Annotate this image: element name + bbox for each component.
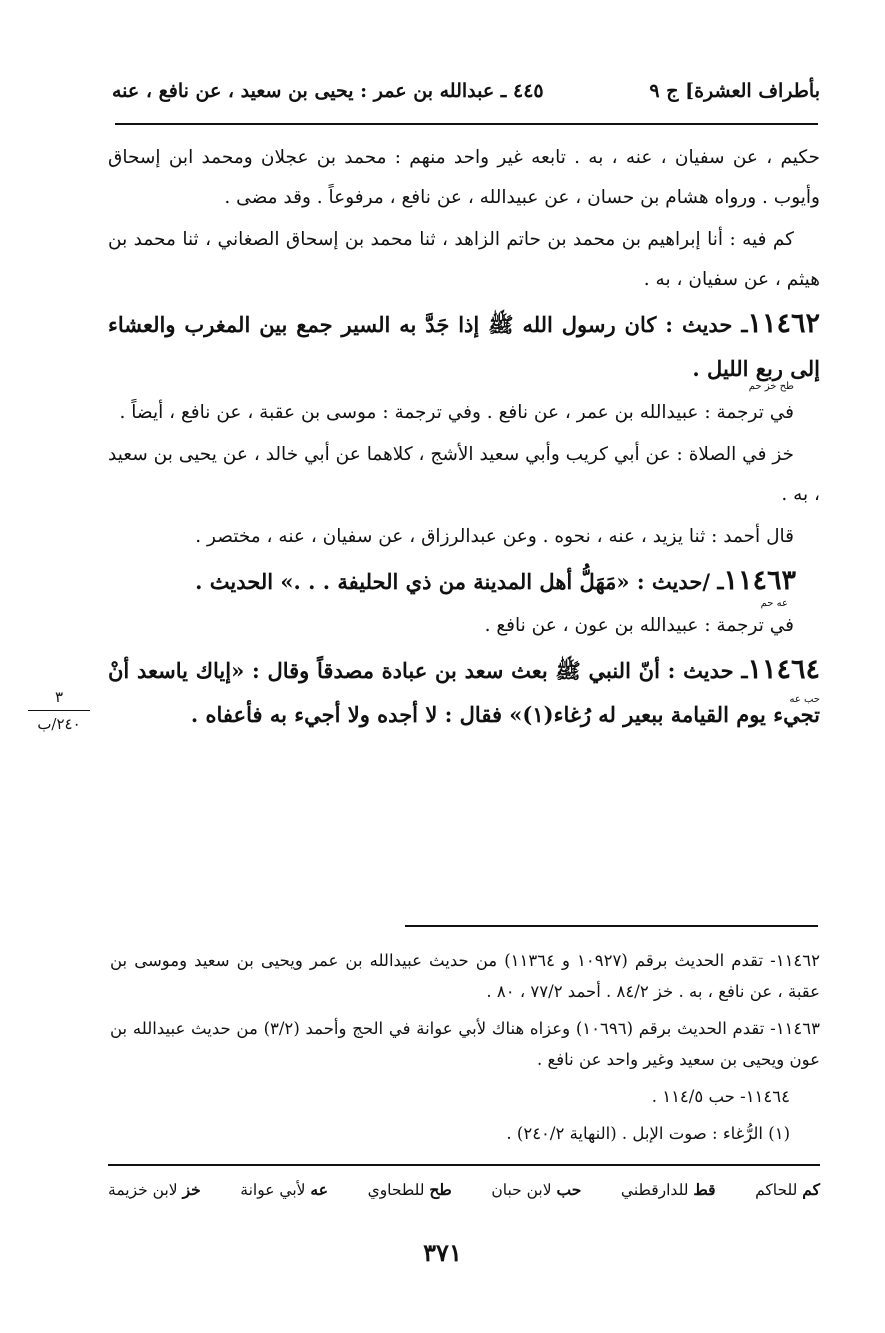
abbrev-item: حب لابن حبان bbox=[491, 1180, 582, 1199]
footnote-11462: ١١٤٦٢- تقدم الحديث برقم (١٠٩٢٧ و ١١٣٦٤) من حديث عبيدالله بن عمر ويحيى بن سعيد وموسى بن عقبة ، عن نافع ، به . خز ٨٤/٢ . أحمد ٧٧/٢ ، ٨٠ . bbox=[110, 951, 821, 1001]
abbreviations-rule bbox=[108, 1164, 820, 1166]
header-chapter: ٤٤٥ ـ عبدالله بن عمر : يحيى بن سعيد ، عن نافع ، عنه bbox=[112, 80, 544, 102]
paragraph-5: قال أحمد : ثنا يزيد ، عنه ، نحوه . وعن عبدالرزاق ، عن سفيان ، عنه ، مختصر . bbox=[195, 526, 794, 547]
paragraph-4: خز في الصلاة : عن أبي كريب وأبي سعيد الأشج ، كلاهما عن أبي خالد ، عن يحيى بن سعيد ، به . bbox=[108, 444, 820, 505]
footnote-11464: ١١٤٦٤- حب ١١٤/٥ . bbox=[651, 1087, 790, 1106]
hadith-text: ـ /حديث : «مَهَلُّ أهل المدينة من ذي الحليفة . . .» الحديث . bbox=[195, 569, 724, 594]
header-volume: بأطراف العشرة] ج ٩ bbox=[649, 80, 820, 102]
hadith-text: ـ حديث : كان رسول الله ﷺ إذا جَدَّ به السير جمع بين المغرب والعشاء إلى ربع الليل . bbox=[108, 312, 820, 381]
paragraph-2: كم فيه : أنا إبراهيم بن محمد بن حاتم الزاهد ، ثنا محمد بن إسحاق الصغاني ، ثنا محمد بن هيثم ، عن سفيان ، به . bbox=[108, 229, 820, 290]
manuscript-folio-note bbox=[28, 688, 90, 733]
paragraph-3: طح خز حم في ترجمة : عبيدالله بن عمر ، عن نافع . وفي ترجمة : موسى بن عقبة ، عن نافع ، أيضاً . bbox=[108, 393, 820, 433]
header-rule bbox=[115, 123, 818, 125]
abbrev-item: خز لابن خزيمة bbox=[108, 1180, 201, 1199]
folio-divider bbox=[28, 710, 90, 711]
main-text bbox=[108, 138, 820, 739]
folio-bottom: ٢٤٠/ب bbox=[37, 715, 81, 733]
abbrev-item: كم للحاكم bbox=[755, 1180, 820, 1199]
hadith-text: ـ حديث : أنّ النبي ﷺ بعث سعد بن عبادة مصدقاً وقال : «إياك ياسعد أنْ تجيء يوم القيامة ببعير له رُغاء(١)» فقال : لا أجده ولا أجيء به فأعفاه . bbox=[108, 658, 820, 727]
hadith-11463 bbox=[108, 559, 820, 604]
hadith-number: ١١٤٦٣ bbox=[723, 565, 796, 596]
abbrev-item: عه لأبي عوانة bbox=[240, 1180, 328, 1199]
abbrev-item: قط للدارقطني bbox=[620, 1180, 716, 1199]
hadith-11464 bbox=[108, 648, 820, 737]
folio-top: ٣ bbox=[54, 688, 64, 706]
footnote-ruga: (١) الرُّغاء : صوت الإبل . (النهاية ٢٤٠/٢) . bbox=[506, 1124, 790, 1143]
running-header bbox=[112, 80, 820, 112]
source-mark: طح خز حم bbox=[748, 381, 794, 392]
footnote-11463: ١١٤٦٣- تقدم الحديث برقم (١٠٦٩٦) وعزاه هناك لأبي عوانة في الحج وأحمد (٣/٢) من حديث عبيدالله بن عون ويحيى بن سعيد وغير واحد عن نافع . bbox=[110, 1019, 820, 1069]
paragraph-6: عه حم في ترجمة : عبيدالله بن عون ، عن نافع . bbox=[108, 606, 820, 646]
source-mark: حب عه bbox=[789, 694, 820, 705]
abbrev-item: طح للطحاوي bbox=[367, 1180, 452, 1199]
source-mark: عه حم bbox=[760, 598, 788, 609]
footnotes bbox=[110, 945, 820, 1155]
page-number: ٣٧١ bbox=[423, 1238, 462, 1267]
footnote-rule bbox=[405, 925, 818, 927]
hadith-11462 bbox=[108, 302, 820, 391]
abbreviations-legend bbox=[108, 1180, 820, 1199]
paragraph-1: حكيم ، عن سفيان ، عنه ، به . تابعه غير واحد منهم : محمد بن عجلان ومحمد ابن إسحاق وأيوب . ورواه هشام بن حسان ، عن عبيدالله ، عن نافع ، مرفوعاً . وقد مضى . bbox=[108, 147, 820, 208]
hadith-number: ١١٤٦٤ bbox=[747, 654, 820, 685]
hadith-number: ١١٤٦٢ bbox=[747, 308, 820, 339]
